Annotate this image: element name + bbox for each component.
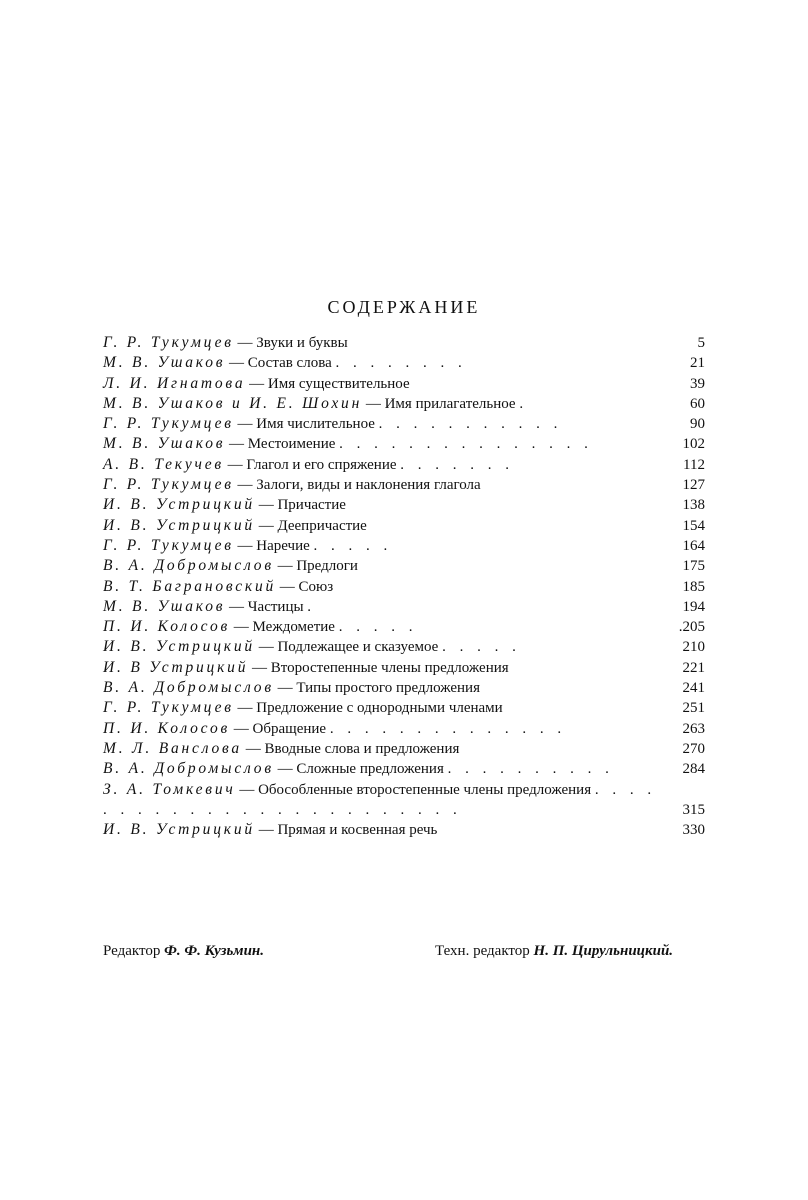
entry-topic: Местоимение (247, 436, 336, 453)
entry-separator: — (273, 680, 297, 697)
entry-separator: — (273, 558, 297, 575)
toc-entry (103, 698, 705, 718)
entry-author: В. А. Добромыслов (103, 679, 274, 697)
entry-page: 241 (682, 680, 705, 697)
entry-page: .205 (678, 619, 705, 636)
entry-leader: . . . . . . . . . . . . . . . . . . . . . . . . . (103, 781, 657, 818)
entry-page: 194 (682, 598, 705, 615)
entry-separator: — (233, 416, 257, 433)
entry-topic: Вводные слова и предложения (264, 740, 460, 757)
editor-label: Редактор (103, 943, 161, 959)
entry-page: 90 (690, 416, 705, 433)
toc-entry (103, 394, 705, 414)
entry-author: П. И. Колосов (103, 618, 231, 636)
toc-entry (103, 820, 705, 840)
toc-entry (103, 353, 705, 373)
entry-author: М. В. Ушаков (103, 435, 226, 453)
editor-credit (103, 943, 264, 960)
entry-separator: — (230, 720, 253, 737)
toc-entry (103, 455, 705, 475)
entry-separator: — (254, 822, 278, 839)
editor-name: Ф. Ф. Кузьмин. (164, 943, 264, 959)
toc-entry (103, 475, 705, 495)
entry-separator: — (235, 781, 259, 798)
entry-leader: . . . . . . . . . . . (378, 416, 563, 433)
tech-editor-name: Н. П. Цирульницкий. (533, 943, 674, 959)
toc-entry (103, 759, 705, 779)
tech-editor-label: Техн. редактор (435, 943, 530, 959)
entry-page: 60 (690, 395, 705, 412)
entry-topic: Обособленные второстепенные члены предложения (258, 781, 592, 798)
entry-topic: Обращение (252, 720, 327, 737)
entry-separator: — (245, 375, 268, 392)
tech-editor-credit (435, 943, 673, 960)
entry-author: Г. Р. Тукумцев (103, 334, 234, 351)
entry-author: В. А. Добромыслов (103, 557, 274, 575)
entry-page: 210 (682, 639, 705, 656)
entry-author: Г. Р. Тукумцев (103, 415, 234, 433)
entry-topic: Прямая и косвенная речь (277, 822, 438, 839)
entry-leader: . . . . . (442, 639, 521, 656)
entry-leader: . . . . . (338, 619, 418, 636)
entry-topic: Звуки и буквы (256, 335, 348, 351)
entry-leader: . . . . . . . . . . . . . . . (339, 436, 593, 453)
entry-separator: — (273, 761, 297, 778)
toc-entry (103, 536, 705, 556)
entry-author: М. Л. Ванслова (103, 739, 242, 757)
table-of-contents (103, 333, 705, 840)
entry-topic: Глагол и его спряжение (246, 456, 397, 473)
entry-topic: Второстепенные члены предложения (270, 659, 509, 676)
entry-leader: . . . . . (313, 537, 393, 554)
entry-page: 127 (682, 477, 705, 494)
entry-separator: — (223, 456, 247, 473)
entry-author: И. В. Устрицкий (103, 638, 255, 656)
toc-entry (103, 658, 705, 678)
entry-page: 315 (682, 801, 705, 818)
toc-entry (103, 780, 705, 821)
entry-leader: . . . . . . . . . . . . . . (329, 720, 567, 737)
entry-author: А. В. Текучев (103, 455, 224, 473)
entry-page: 102 (682, 436, 705, 453)
entry-page: 221 (682, 659, 705, 676)
entry-author: В. А. Добромыслов (103, 760, 274, 778)
entry-page: 21 (690, 355, 705, 372)
entry-author: И. В Устрицкий (103, 658, 249, 676)
entry-leader: . . . . . . . . . . (447, 761, 614, 778)
entry-separator: — (225, 355, 248, 372)
entry-topic: Союз (298, 578, 334, 595)
entry-author: М. В. Ушаков и И. Е. Шохин (103, 394, 363, 412)
entry-topic: Сложные предложения (296, 761, 444, 778)
entry-author: М. В. Ушаков (103, 354, 226, 372)
entry-page: 154 (682, 517, 705, 534)
entry-page: 263 (682, 720, 705, 737)
entry-page: 330 (682, 822, 705, 839)
entry-page: 5 (697, 335, 705, 351)
toc-entry (103, 434, 705, 454)
entry-page: 284 (682, 761, 705, 778)
entry-topic: Предлоги (296, 558, 358, 575)
entry-author: Г. Р. Тукумцев (103, 699, 234, 717)
entry-topic: Залоги, виды и наклонения глагола (256, 477, 481, 494)
entry-author: Г. Р. Тукумцев (103, 536, 234, 554)
entry-page: 112 (683, 456, 705, 473)
entry-author: Г. Р. Тукумцев (103, 476, 234, 494)
toc-entry (103, 617, 705, 637)
entry-separator: — (241, 740, 265, 757)
entry-author: И. В. Устрицкий (103, 821, 255, 839)
entry-separator: — (233, 335, 257, 351)
entry-author: И. В. Устрицкий (103, 516, 255, 534)
entry-separator: — (233, 537, 257, 554)
toc-entry (103, 678, 705, 698)
toc-entry (103, 597, 705, 617)
entry-topic: Частицы . (247, 598, 312, 615)
entry-separator: — (362, 395, 385, 412)
entry-separator: — (230, 619, 253, 636)
entry-topic: Имя существительное (267, 375, 410, 392)
toc-entry (103, 739, 705, 759)
entry-leader: . . . . . . . . (335, 355, 467, 372)
entry-topic: Состав слова (247, 355, 332, 372)
entry-separator: — (254, 497, 278, 514)
entry-page: 39 (690, 375, 705, 392)
toc-entry (103, 637, 705, 657)
entry-separator: — (225, 436, 248, 453)
entry-topic: Деепричастие (277, 517, 367, 534)
entry-author: В. Т. Баграновский (103, 577, 277, 595)
toc-entry (103, 374, 705, 394)
entry-separator: — (248, 659, 271, 676)
entry-separator: — (233, 700, 257, 717)
entry-author: З. А. Томкевич (103, 780, 236, 798)
entry-page: 185 (682, 578, 705, 595)
toc-entry (103, 414, 705, 434)
entry-author: П. И. Колосов (103, 719, 231, 737)
entry-separator: — (254, 639, 278, 656)
entry-author: И. В. Устрицкий (103, 496, 255, 514)
entry-topic: Имя числительное (256, 416, 375, 433)
entry-page: 164 (682, 537, 705, 554)
entry-separator: — (276, 578, 299, 595)
entry-author: М. В. Ушаков (103, 597, 226, 615)
entry-page: 175 (682, 558, 705, 575)
entry-leader: . . . . . . . (400, 456, 515, 473)
entry-author: Л. И. Игнатова (103, 374, 246, 392)
toc-entry (103, 495, 705, 515)
toc-entry (103, 556, 705, 576)
entry-topic: Предложение с однородными членами (256, 700, 503, 717)
toc-entry (103, 577, 705, 597)
entry-page: 270 (682, 740, 705, 757)
entry-page: 251 (682, 700, 705, 717)
toc-entry (103, 333, 705, 353)
entry-topic: Междометие (252, 619, 335, 636)
entry-topic: Причастие (277, 497, 346, 514)
entry-topic: Наречие (256, 537, 310, 554)
entry-separator: — (233, 477, 257, 494)
entry-topic: Подлежащее и сказуемое (277, 639, 439, 656)
contents-title: СОДЕРЖАНИЕ (327, 297, 481, 317)
entry-topic: Имя прилагательное . (384, 395, 524, 412)
entry-separator: — (254, 517, 278, 534)
toc-entry (103, 516, 705, 536)
toc-entry (103, 719, 705, 739)
entry-topic: Типы простого предложения (296, 680, 480, 697)
entry-separator: — (225, 598, 248, 615)
entry-page: 138 (682, 497, 705, 514)
